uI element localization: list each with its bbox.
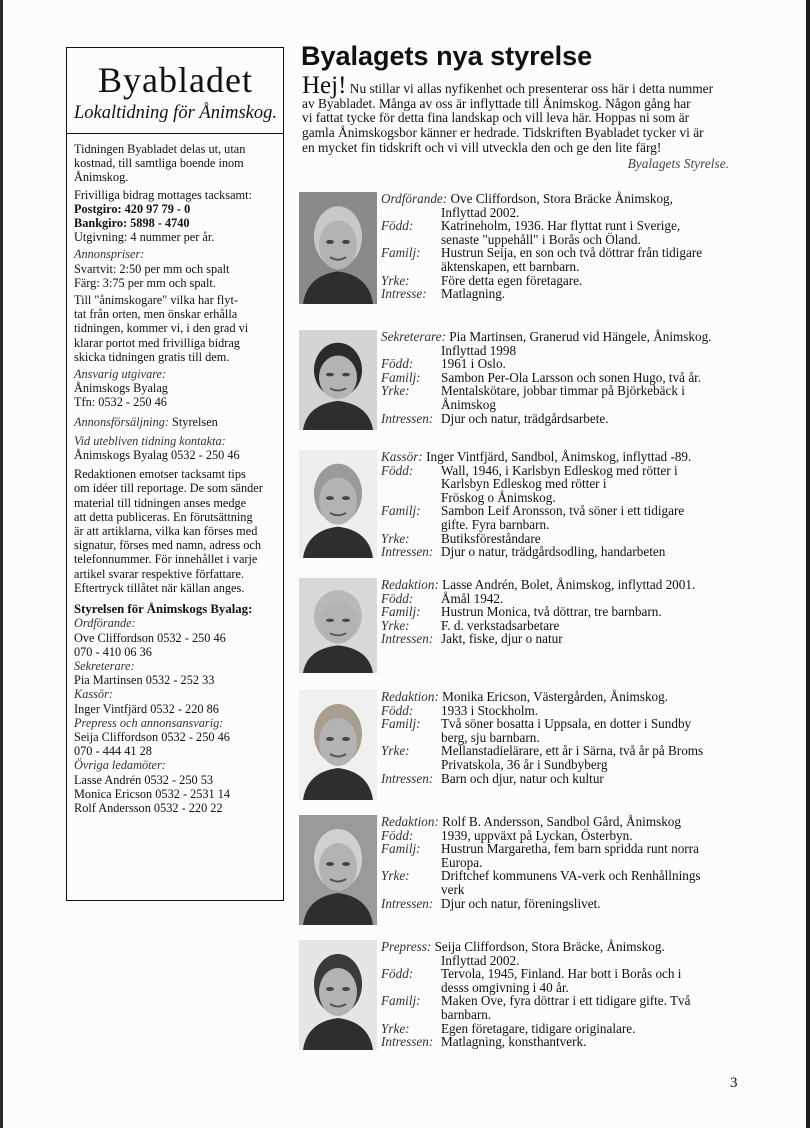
member-born-line: senaste "uppehåll" i Borås och Öland. — [441, 231, 641, 247]
member-family-line: gifte. Fyra barnbarn. — [441, 516, 550, 532]
page-number: 3 — [730, 1075, 738, 1091]
member-photo — [299, 192, 377, 304]
article — [299, 40, 751, 172]
member-born-line: Wall, 1946, i Karlsbyn Edleskog med rötter i — [441, 462, 678, 478]
member-moved-in: Inflyttad 1998 — [441, 342, 517, 358]
member-occupation — [381, 744, 751, 771]
member-occupation-line: Privatskola, 36 år i Sundbyberg — [441, 756, 608, 772]
member-occupation-value — [441, 532, 751, 546]
member-details — [381, 192, 751, 301]
article-signature: Byalagets Styrelse. — [627, 155, 729, 171]
member-born-line: Tervola, 1945, Finland. Har bott i Borås och i — [441, 966, 682, 982]
board-member — [299, 450, 751, 558]
member-name-line — [381, 815, 751, 829]
board-member — [299, 815, 751, 925]
member-family-label: Familj: — [381, 245, 421, 261]
member-family — [381, 605, 751, 619]
colophon-box — [66, 47, 284, 901]
member-born-line: 1933 i Stockholm. — [441, 702, 539, 718]
prepress-label: Prepress och annonsansvarig: — [74, 715, 224, 730]
member-name-line — [381, 578, 751, 592]
member-born-line: Fröskog o Ånimskog. — [441, 489, 556, 505]
secretary-label: Sekreterare: — [74, 658, 135, 673]
member-family — [381, 842, 751, 869]
member-interests — [381, 287, 751, 301]
member-interests-line: Matlagning, konsthantverk. — [441, 1034, 587, 1050]
publisher-label: Ansvarig utgivare: — [74, 367, 167, 382]
member-occupation-label: Yrke: — [381, 868, 410, 884]
member-family-label: Familj: — [381, 841, 421, 857]
missing-paper-contact: Ånimskogs Byalag 0532 - 250 46 — [74, 448, 240, 463]
member-interests — [381, 412, 751, 426]
member-interests-value — [441, 287, 751, 301]
member-photo — [299, 450, 377, 558]
chair-contact: Ove Cliffordson 0532 - 250 46 070 - 410 06 36 — [74, 630, 226, 659]
member-name-address: Ove Cliffordson, Stora Bräcke Ånimskog, — [447, 191, 673, 206]
member-family-line: Hustrun Seija, en son och två döttrar från tidigare — [441, 245, 703, 261]
member-role: Sekreterare: — [381, 329, 446, 344]
member-born-label: Född: — [381, 356, 414, 372]
member-family — [381, 717, 751, 744]
member-born-label: Född: — [381, 218, 414, 234]
member-interests-label: Intressen: — [381, 544, 434, 560]
member-born-value — [441, 829, 751, 843]
member-interests-value — [441, 545, 751, 559]
member-interests-label: Intressen: — [381, 770, 434, 786]
member-interests-line: Jakt, fiske, djur o natur — [441, 631, 563, 647]
member-interests-label: Intressen: — [381, 1034, 434, 1050]
member-occupation — [381, 384, 751, 411]
member-family-line: barnbarn. — [441, 1006, 492, 1022]
member-born-label: Född: — [381, 590, 414, 606]
board-member — [299, 192, 751, 304]
member-born-label: Född: — [381, 462, 414, 478]
member-interests-label: Intressen: — [381, 631, 434, 647]
member-occupation-label: Yrke: — [381, 272, 410, 288]
member-occupation-value — [441, 869, 751, 896]
member-born-line: 1961 i Oslo. — [441, 356, 506, 372]
member-family — [381, 371, 751, 385]
member-born — [381, 967, 751, 994]
member-family-line: Maken Ove, fyra döttrar i ett tidigare gifte. Två — [441, 993, 691, 1009]
member-details — [381, 578, 751, 646]
publisher-name: Ånimskogs Byalag — [74, 381, 168, 396]
member-born-line: Katrineholm, 1936. Har flyttat runt i Sverige, — [441, 218, 681, 234]
board-heading: Styrelsen för Ånimskogs Byalag: — [74, 602, 253, 617]
member-born-line: desss omgivning i 40 år. — [441, 979, 569, 995]
member-occupation — [381, 869, 751, 896]
member-family-line: Hustrun Monica, två döttrar, tre barnbarn. — [441, 604, 662, 620]
member-occupation — [381, 274, 751, 288]
member-interests-line: Djur och natur, trädgårdsarbete. — [441, 410, 609, 426]
member-family-label: Familj: — [381, 369, 421, 385]
member-name-address: Lasse Andrén, Bolet, Ånimskog, inflyttad 2001. — [438, 577, 696, 592]
member-occupation-line: Före detta egen företagare. — [441, 272, 583, 288]
member-occupation-value — [441, 744, 751, 771]
member-born-value — [441, 704, 751, 718]
donations-text: Frivilliga bidrag mottages tacksamt: — [74, 187, 252, 202]
member-name-line — [381, 192, 751, 206]
prepress-contact: Seija Cliffordson 0532 - 250 46 070 - 444 41 28 — [74, 729, 230, 759]
member-occupation-line: Butiksföreståndare — [441, 530, 541, 546]
article-headline: Byalagets nya styrelse — [301, 41, 593, 71]
member-family-label: Familj: — [381, 604, 421, 620]
member-family-value — [441, 717, 751, 744]
member-family-value — [441, 246, 751, 273]
masthead-divider — [67, 133, 283, 134]
intro-greeting: Hej! — [302, 72, 347, 99]
other-members-contacts: Lasse Andrén 0532 - 250 53 Monica Ericson 0532 - 2531 14 Rolf Andersson 0532 - 220 22 — [74, 772, 231, 815]
treasurer-contact: Inger Vintfjärd 0532 - 220 86 — [74, 701, 219, 716]
member-born — [381, 592, 751, 606]
member-born-value — [441, 967, 751, 994]
member-family-line: berg, sju barnbarn. — [441, 729, 540, 745]
member-photo — [299, 578, 377, 673]
member-photo — [299, 690, 377, 800]
member-occupation — [381, 532, 751, 546]
member-born-value — [441, 592, 751, 606]
member-born-line: Karlsbyn Edleskog med rötter i — [441, 476, 607, 492]
member-role: Ordförande: — [381, 191, 448, 206]
member-occupation-line: Mellanstadielärare, ett år i Särna, två år på Broms — [441, 743, 704, 759]
member-photo — [299, 940, 377, 1050]
board-member — [299, 940, 751, 1050]
member-family-line: Europa. — [441, 854, 483, 870]
member-born — [381, 704, 751, 718]
member-family-line: Hustrun Margaretha, fem barn spridda runt norra — [441, 841, 699, 857]
board-member — [299, 578, 751, 673]
member-family-line: Sambon Leif Aronsson, två söner i ett tidigare — [441, 503, 685, 519]
member-family-label: Familj: — [381, 716, 421, 732]
member-interests-value — [441, 632, 751, 646]
member-family-line: äktenskapen, ett barnbarn. — [441, 258, 580, 274]
bankgiro: Bankgiro: 5898 - 4740 — [74, 216, 190, 231]
member-family — [381, 246, 751, 273]
member-details — [381, 690, 751, 785]
member-occupation-value — [441, 1022, 751, 1036]
member-photo — [299, 815, 377, 925]
member-occupation-label: Yrke: — [381, 383, 410, 399]
member-occupation-value — [441, 619, 751, 633]
ad-sales: Annonsförsäljning: Styrelsen — [74, 414, 218, 429]
member-interests-label: Intressen: — [381, 895, 434, 911]
masthead-subtitle: Lokaltidning för Ånimskog. — [74, 103, 277, 123]
member-occupation-value — [441, 274, 751, 288]
member-interests — [381, 772, 751, 786]
masthead-title: Byabladet — [98, 60, 253, 100]
member-name-address: Monika Ericson, Västergården, Ånimskog. — [438, 689, 669, 704]
member-interests-label: Intressen: — [381, 410, 434, 426]
member-name-line — [381, 330, 751, 344]
member-role: Kassör: — [381, 449, 423, 464]
member-interests — [381, 1035, 751, 1049]
publisher-phone: Tfn: 0532 - 250 46 — [74, 395, 167, 410]
member-interests-line: Barn och djur, natur och kultur — [441, 770, 604, 786]
member-family-label: Familj: — [381, 503, 421, 519]
scan-edge-left — [0, 0, 3, 1128]
ad-prices-label: Annonspriser: — [74, 247, 145, 262]
member-occupation-line: Mentalskötare, jobbar timmar på Björkebäck i — [441, 383, 685, 399]
member-family-value — [441, 842, 751, 869]
treasurer-label: Kassör: — [74, 687, 113, 702]
member-role: Prepress: — [381, 939, 432, 954]
ad-price-color: Färg: 3:75 per mm och spalt. — [74, 275, 216, 290]
distribution-text: Tidningen Byabladet delas ut, utan kostnad, till samtliga boende inom Ånimskog. — [74, 142, 246, 185]
member-interests-line: Matlagning. — [441, 286, 506, 302]
member-born-label: Född: — [381, 702, 414, 718]
member-details — [381, 940, 751, 1049]
member-born — [381, 219, 751, 246]
member-name-line — [381, 690, 751, 704]
issues-text: Utgivning: 4 nummer per år. — [74, 230, 215, 245]
member-interests-value — [441, 897, 751, 911]
member-occupation-label: Yrke: — [381, 1020, 410, 1036]
member-family-value — [441, 371, 751, 385]
member-moved-in: Inflyttad 2002. — [441, 952, 520, 968]
other-members-label: Övriga ledamöter: — [74, 758, 166, 773]
outside-readers-text: Till "ånimskogare" vilka har flyt- tat från orten, men önskar erhålla tidningen, kommer vi, i den grad vi klarar portot med frivilliga bidrag skicka tidningen gratis till dem. — [74, 293, 249, 364]
member-photo — [299, 330, 377, 430]
member-role: Redaktion: — [381, 814, 439, 829]
member-name-line — [381, 940, 751, 954]
member-occupation-label: Yrke: — [381, 530, 410, 546]
member-occupation-line: Egen företagare, tidigare originalare. — [441, 1020, 636, 1036]
member-born-line: 1939, uppväxt på Lyckan, Österbyn. — [441, 827, 633, 843]
member-occupation-value — [441, 384, 751, 411]
member-family-line: Sambon Per-Ola Larsson och sonen Hugo, två år. — [441, 369, 702, 385]
board-member — [299, 330, 751, 430]
member-family — [381, 994, 751, 1021]
member-occupation — [381, 619, 751, 633]
member-name-address: Seija Cliffordson, Stora Bräcke, Ånimskog. — [431, 939, 665, 954]
article-intro: Hej! Nu stillar vi allas nyfikenhet och presenterar oss här i detta nummer av Byabladet. Många av oss är inflyttade till Ånimskog. Någon gång har vi fattat tycke för detta fina landskap och vill leva här. Hoppas ni som är gamla Ånimskogsbor känner er hedrade. Tidskriften Byabladet tycker vi är en mycket fin tidskrift och vi vill utveckla den och ge den lite färg! — [302, 72, 714, 155]
member-occupation-line: verk — [441, 881, 465, 897]
chair-label: Ordförande: — [74, 616, 136, 631]
member-born — [381, 829, 751, 843]
member-occupation-line: Driftchef kommunens VA-verk och Renhållnings — [441, 868, 701, 884]
member-family — [381, 504, 751, 531]
member-interests — [381, 632, 751, 646]
member-occupation-label: Yrke: — [381, 743, 410, 759]
member-name-address: Rolf B. Andersson, Sandbol Gård, Ånimskog — [438, 814, 681, 829]
member-family-value — [441, 994, 751, 1021]
member-interests-line: Djur och natur, föreningslivet. — [441, 895, 601, 911]
member-occupation-label: Yrke: — [381, 617, 410, 633]
member-name-line — [381, 450, 751, 464]
member-interests-value — [441, 1035, 751, 1049]
member-interests-value — [441, 412, 751, 426]
editorial-policy-text: Redaktionen emotser tacksamt tips om idéer till reportage. De som sänder material till tidningen anses medge att detta publiceras. En förutsättning är att artiklarna, vilka kan förses med signatur, förses med namn, adress och telefonnummer. För innehållet i varje artikel svarar respektive författare. Eftertryck tillåtet när källan anges. — [74, 467, 263, 595]
member-details — [381, 815, 751, 910]
missing-paper-label: Vid utebliven tidning kontakta: — [74, 433, 226, 448]
member-occupation-line: Ånimskog — [441, 396, 496, 412]
member-family-value — [441, 504, 751, 531]
member-role: Redaktion: — [381, 689, 439, 704]
member-born-label: Född: — [381, 966, 414, 982]
scan-edge-right — [806, 0, 810, 1128]
board-member — [299, 690, 751, 800]
ad-price-bw: Svartvit: 2:50 per mm och spalt — [74, 261, 230, 276]
member-born — [381, 464, 751, 505]
member-family-label: Familj: — [381, 993, 421, 1009]
member-name-address: Inger Vintfjärd, Sandbol, Ånimskog, inflyttad -89. — [422, 449, 692, 464]
member-interests — [381, 897, 751, 911]
member-born-value — [441, 357, 751, 371]
member-details — [381, 450, 751, 559]
member-occupation — [381, 1022, 751, 1036]
member-family-line: Två söner bosatta i Uppsala, en dotter i Sundby — [441, 716, 692, 732]
member-interests-value — [441, 772, 751, 786]
member-born — [381, 357, 751, 371]
member-born-value — [441, 219, 751, 246]
member-born-label: Född: — [381, 827, 414, 843]
postgiro: Postgiro: 420 97 79 - 0 — [74, 201, 191, 216]
member-interests-line: Djur o natur, trädgårdsodling, handarbeten — [441, 544, 666, 560]
member-interests — [381, 545, 751, 559]
member-moved-in: Inflyttad 2002. — [441, 204, 520, 220]
member-family-value — [441, 605, 751, 619]
member-interests-label: Intresse: — [381, 286, 427, 302]
member-born-value — [441, 464, 751, 505]
member-role: Redaktion: — [381, 577, 439, 592]
member-details — [381, 330, 751, 425]
member-occupation-line: F. d. verkstadsarbetare — [441, 617, 560, 633]
secretary-contact: Pia Martinsen 0532 - 252 33 — [74, 673, 215, 688]
member-name-address: Pia Martinsen, Granerud vid Hängele, Ånimskog. — [445, 329, 712, 344]
member-born-line: Åmål 1942. — [441, 590, 504, 606]
